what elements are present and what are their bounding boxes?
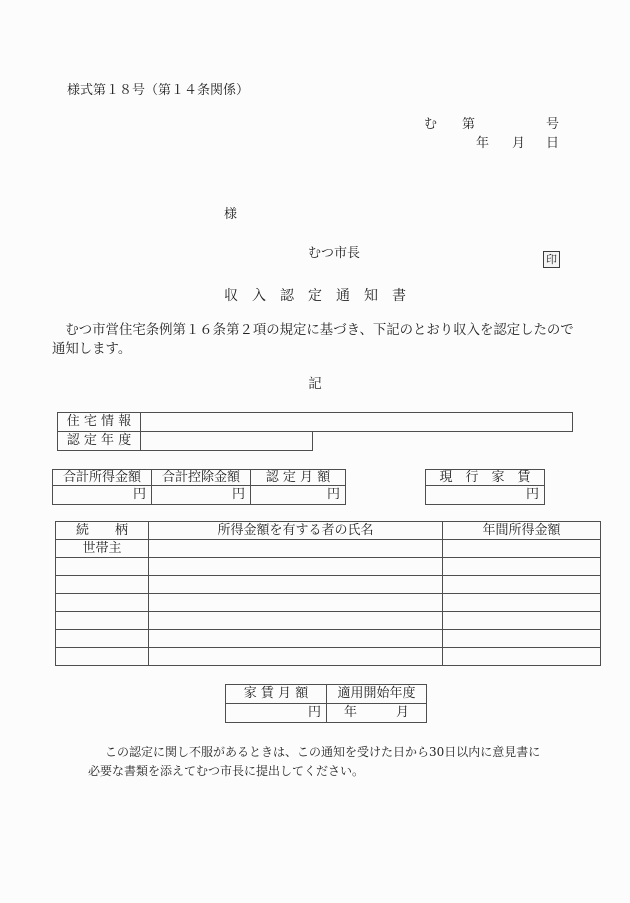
annual-income-cell — [443, 576, 601, 594]
total-deduction-header: 合計控除金額 — [152, 470, 251, 486]
income-row — [56, 594, 601, 612]
date-year-label: 年 — [476, 136, 490, 151]
current-rent-unit: 円 — [426, 486, 545, 505]
income-row — [56, 558, 601, 576]
official-seal-icon: 印 — [543, 251, 560, 268]
name-cell — [149, 612, 443, 630]
application-start-value: 年 月 — [327, 704, 427, 723]
date-day-label: 日 — [546, 136, 560, 151]
annual-income-cell — [443, 648, 601, 666]
relationship-cell — [56, 612, 149, 630]
total-income-header: 合計所得金額 — [53, 470, 152, 486]
housing-info-row — [57, 412, 573, 432]
relationship-cell — [56, 630, 149, 648]
form-number: 様式第１８号（第１４条関係） — [67, 83, 250, 98]
annual-income-cell — [443, 612, 601, 630]
total-income-unit: 円 — [53, 486, 152, 505]
addressee-honorific: 様 — [224, 207, 238, 222]
date-month-label: 月 — [512, 136, 526, 151]
relationship-cell — [56, 558, 149, 576]
certification-year-value — [141, 432, 312, 450]
footnote-line-2: 必要な書類を添えてむつ市長に提出してください。 — [88, 764, 365, 778]
income-holder-name-header: 所得金額を有する者の氏名 — [149, 522, 443, 540]
income-row — [56, 612, 601, 630]
income-row — [56, 540, 601, 558]
doc-number-prefix: む — [424, 117, 438, 132]
name-cell — [149, 576, 443, 594]
housing-info-label: 住 宅 情 報 — [58, 413, 141, 431]
amount-table — [52, 469, 346, 505]
name-cell — [149, 594, 443, 612]
certification-year-row — [57, 431, 313, 451]
amount-value-row — [53, 486, 346, 505]
monthly-rent-value-row — [226, 704, 427, 723]
doc-number-dai: 第 — [462, 117, 476, 132]
sender-name: むつ市長 — [308, 246, 361, 261]
current-rent-table — [425, 469, 545, 505]
current-rent-header-row — [426, 470, 545, 486]
amount-header-row — [53, 470, 346, 486]
income-table — [55, 521, 601, 666]
body-line-1: むつ市営住宅条例第１６条第２項の規定に基づき、下記のとおり収入を認定したので — [52, 323, 574, 338]
relationship-header: 続 柄 — [56, 522, 149, 540]
annual-income-cell — [443, 540, 601, 558]
income-row — [56, 576, 601, 594]
name-cell — [149, 648, 443, 666]
monthly-rent-table — [225, 684, 427, 723]
record-mark: 記 — [308, 376, 322, 392]
relationship-cell: 世帯主 — [56, 540, 149, 558]
housing-info-value — [141, 413, 572, 431]
certified-monthly-unit: 円 — [251, 486, 346, 505]
annual-income-cell — [443, 630, 601, 648]
name-cell — [149, 558, 443, 576]
name-cell — [149, 630, 443, 648]
annual-income-header: 年間所得金額 — [443, 522, 601, 540]
body-line-2: 通知します。 — [52, 342, 132, 357]
income-row — [56, 630, 601, 648]
page-title: 収 入 認 定 通 知 書 — [224, 288, 406, 304]
relationship-cell — [56, 576, 149, 594]
total-deduction-unit: 円 — [152, 486, 251, 505]
certification-year-label: 認 定 年 度 — [58, 432, 141, 450]
application-start-header: 適用開始年度 — [327, 685, 427, 704]
annual-income-cell — [443, 558, 601, 576]
name-cell — [149, 540, 443, 558]
relationship-cell — [56, 594, 149, 612]
doc-number-suffix: 号 — [546, 117, 560, 132]
income-header-row — [56, 522, 601, 540]
relationship-cell — [56, 648, 149, 666]
monthly-rent-header-row — [226, 685, 427, 704]
monthly-rent-header: 家 賃 月 額 — [226, 685, 327, 704]
footnote-line-1: この認定に関し不服があるときは、この通知を受けた日から30日以内に意見書に — [105, 745, 541, 759]
annual-income-cell — [443, 594, 601, 612]
current-rent-header: 現 行 家 賃 — [426, 470, 545, 486]
current-rent-value-row — [426, 486, 545, 505]
monthly-rent-unit: 円 — [226, 704, 327, 723]
certified-monthly-header: 認 定 月 額 — [251, 470, 346, 486]
income-row — [56, 648, 601, 666]
